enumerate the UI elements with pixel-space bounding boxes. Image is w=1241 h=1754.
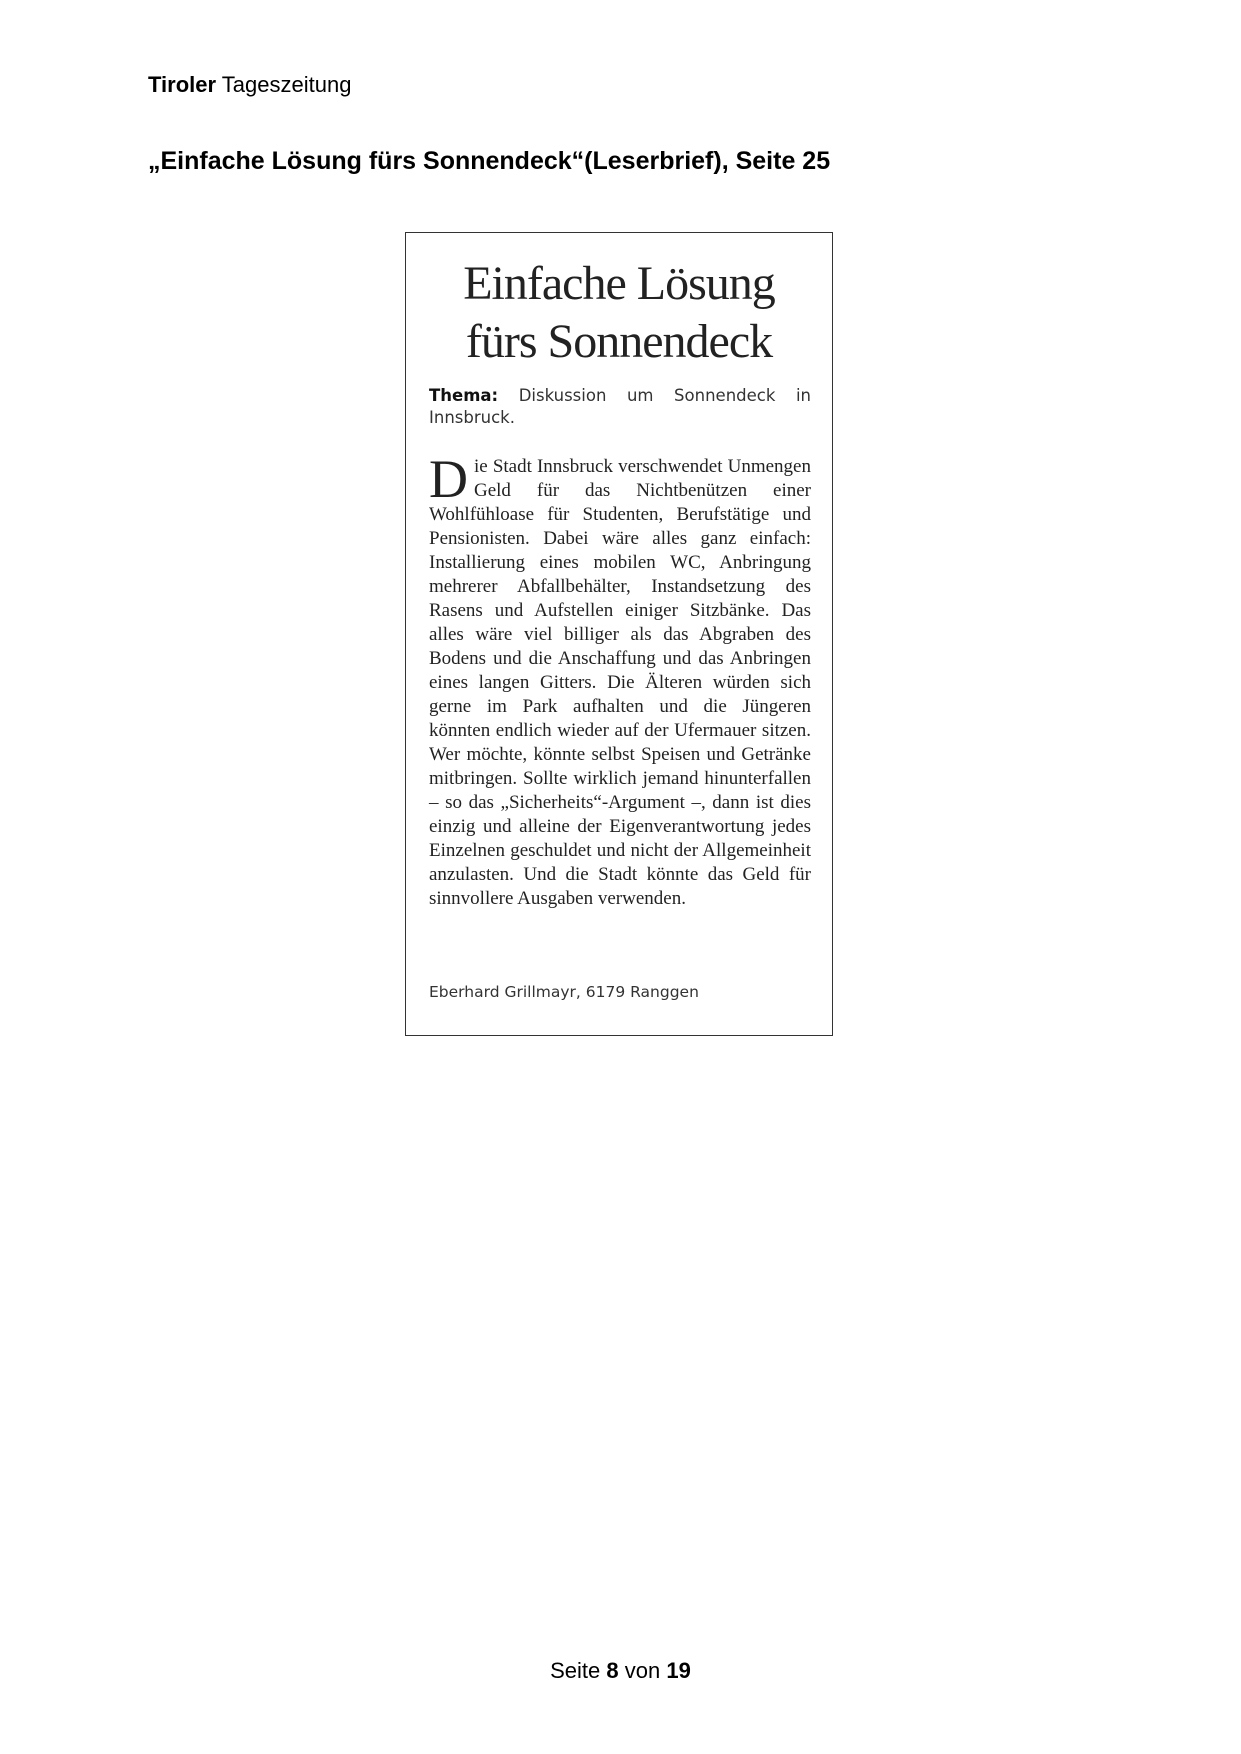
article-topic [429, 385, 811, 429]
headline-line-1: Einfache Lösung [463, 257, 775, 310]
article-author: Eberhard Grillmayr, 6179 Ranggen [429, 983, 699, 1001]
publication-name-bold: Tiroler [148, 72, 217, 97]
publication-name-rest: Tageszeitung [221, 72, 352, 97]
article-headline [406, 255, 832, 371]
footer-middle: von [624, 1658, 661, 1683]
topic-text: Diskussion um Sonnendeck in Innsbruck. [429, 386, 811, 427]
article-body [429, 449, 811, 911]
footer-page-number: 8 [606, 1658, 619, 1683]
article-clipping [405, 232, 833, 1036]
topic-label: Thema: [429, 386, 499, 405]
publication-name [148, 72, 351, 98]
headline-line-2: fürs Sonnendeck [465, 315, 773, 368]
footer-page-total: 19 [666, 1658, 691, 1683]
footer-prefix: Seite [550, 1658, 601, 1683]
page-footer [0, 1658, 1241, 1684]
article-body-text: ie Stadt Innsbruck verschwendet Unmengen Geld für das Nichtbenützen einer Wohlfühloase für Studenten, Berufstätige und Pensionisten. Dabei wäre alles ganz einfach: Installierung eines mobilen WC, Anbringung mehrerer Abfallbehälter, Instandsetzung des Rasens und Aufstellen einiger Sitzbänke. Das alles wäre viel billiger als das Abgraben des Bodens und die Anschaffung und das Anbringen eines langen Gitters. Die Älteren würden sich gerne im Park aufhalten und die Jüngeren könnten endlich wieder auf der Ufermauer sitzen. Wer möchte, könnte selbst Speisen und Getränke mitbringen. Sollte wirklich jemand hinunterfallen – so das „Sicherheits“-Argument –, dann ist dies einzig und alleine der Eigenverantwortung jedes Einzelnen geschuldet und nicht der Allgemeinheit anzulasten. Und die Stadt könnte das Geld für sinnvollere Ausgaben verwenden. [429, 456, 811, 909]
drop-cap: D [429, 449, 468, 509]
document-title: „Einfache Lösung fürs Sonnendeck“(Leserbrief), Seite 25 [148, 147, 831, 175]
